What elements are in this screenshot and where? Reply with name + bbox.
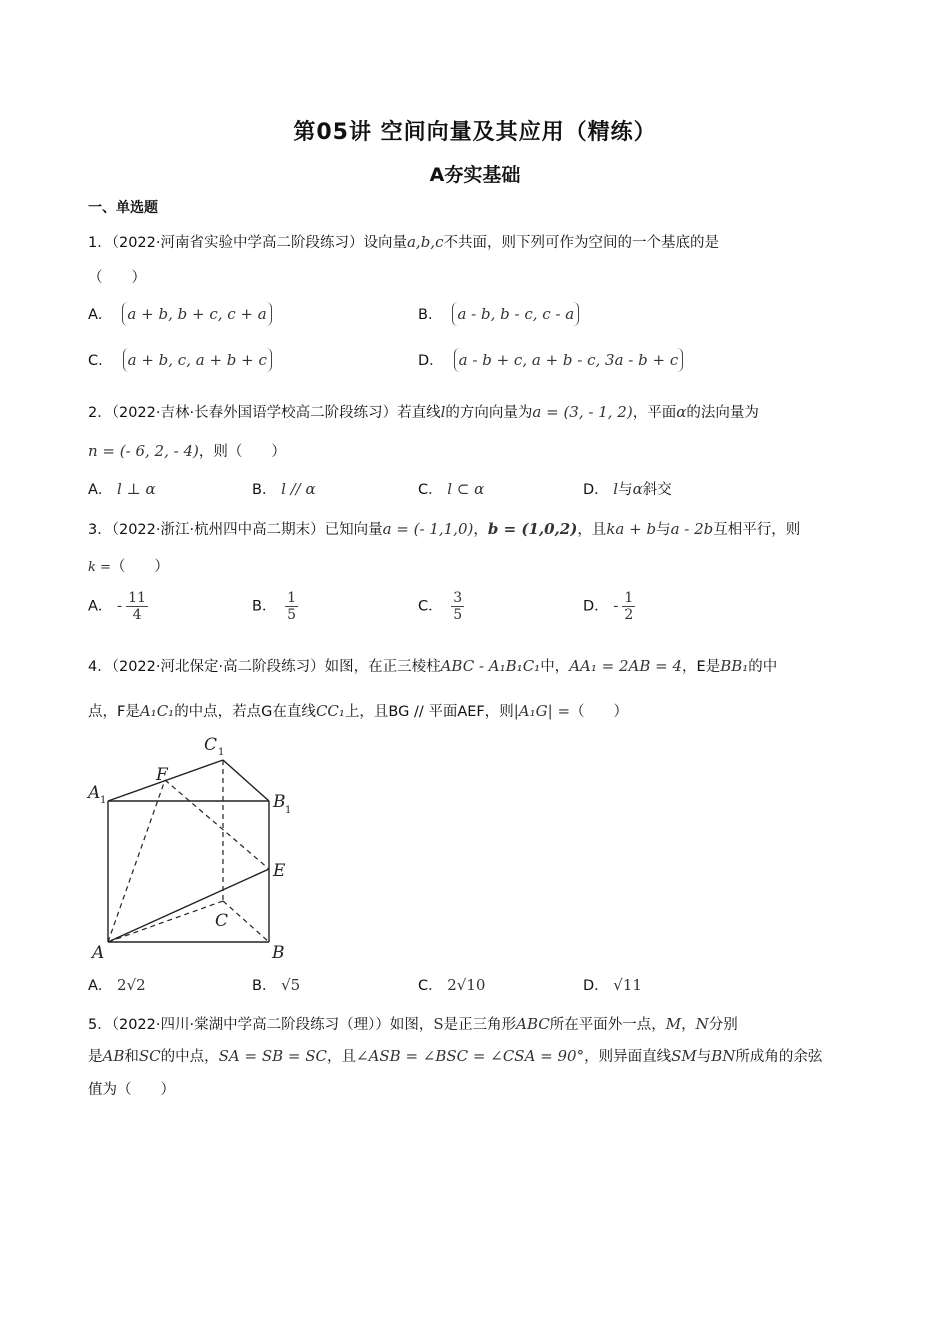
q5-line2-e: ，则异面直线 [584, 1049, 672, 1065]
q4-option-a [88, 974, 146, 995]
q3-option-a-sign: - [117, 596, 123, 615]
q3-option-d-num: 1 [624, 590, 634, 606]
q2-option-d-alpha: α [632, 480, 643, 498]
q1-option-c-label: C． [88, 353, 113, 369]
q4-line2-a: 点，F是 [88, 704, 140, 720]
q3-text-c: 与 [656, 522, 671, 538]
label-a1-sub: 1 [100, 795, 107, 806]
q5-line2-a: 是 [88, 1049, 103, 1065]
label-c1: C [204, 735, 218, 755]
q4-option-c [418, 974, 485, 995]
q5-stem [88, 1013, 738, 1034]
q2-option-a [88, 478, 156, 499]
q1-text-b: 不共面，则下列可作为空间的一个基底的是 [443, 235, 719, 251]
q5-line2-c: 的中点， [160, 1049, 219, 1065]
q2-option-b-math: l // α [281, 480, 316, 498]
q3-option-b-fraction [285, 590, 298, 623]
q3-vector-a: a = (- 1,1,0) [382, 520, 474, 538]
q1-option-a-label: A． [88, 307, 113, 323]
q4-prism: ABC - A₁B₁C₁ [440, 657, 541, 675]
q2-option-d [583, 478, 672, 499]
q1-option-a [88, 302, 272, 326]
q1-option-c [88, 348, 272, 372]
q3-option-d [583, 590, 635, 623]
label-a: A [92, 943, 105, 963]
q2-vector-n: n = (- 6, 2, - 4) [88, 442, 199, 460]
q1-option-d [418, 348, 683, 372]
q4-option-a-math: 2√2 [117, 976, 146, 994]
label-b: B [272, 943, 285, 963]
q5-line2-d: ，且 [327, 1049, 356, 1065]
q2-stem [88, 401, 759, 422]
q5-eq2: ∠ASB = ∠BSC = ∠CSA = 90° [356, 1047, 585, 1065]
section-heading: 一、单选题 [88, 200, 158, 216]
q3-option-b [252, 590, 298, 623]
q2-text-d: 的法向量为 [686, 405, 759, 421]
q4-line2-b: 的中点，若点G在直线 [174, 704, 316, 720]
q5-ab: AB [102, 1047, 125, 1065]
q4-a1g: |A₁G| = [513, 702, 571, 720]
q3-expr1: ka + b [606, 520, 657, 538]
label-b1: B [273, 792, 286, 812]
q1-option-c-math: a + b, c, a + b + c [123, 348, 272, 372]
segment-fe-hidden [165, 780, 269, 869]
q2-option-a-math: l ⊥ α [117, 480, 156, 498]
q4-a1c1: A₁C₁ [139, 702, 175, 720]
q4-option-b [252, 974, 300, 995]
q2-option-d-label: D． [583, 482, 609, 498]
q5-eq1: SA = SB = SC [218, 1047, 327, 1065]
q5-m: M [665, 1015, 682, 1033]
label-c1-sub: 1 [218, 747, 225, 758]
q4-text-c: ，E是 [682, 659, 721, 675]
q5-s: S [433, 1015, 444, 1033]
q1-paren: （ ） [88, 270, 146, 286]
page-subtitle: A夯实基础 [429, 164, 521, 186]
q1-option-a-math: a + b, b + c, c + a [122, 302, 271, 326]
q4-text-b: 中， [540, 659, 570, 675]
q2-option-d-text: 与 [618, 482, 633, 498]
q3-option-c-fraction [451, 590, 464, 623]
q3-text-d: 互相平行，则 [713, 522, 801, 538]
q3-expr2: a - 2b [670, 520, 714, 538]
q2-vector-a: a = (3, - 1, 2) [532, 403, 633, 421]
q1-option-b-label: B． [418, 307, 443, 323]
q2-text-e: ，则（ ） [198, 444, 286, 460]
q5-n: N [695, 1015, 709, 1033]
q2-option-c-math: l ⊂ α [447, 480, 485, 498]
q2-option-d-l: l [613, 480, 619, 498]
q3-option-d-sign: - [613, 596, 619, 615]
q2-stem-line2 [88, 440, 286, 461]
q4-option-a-label: A． [88, 978, 113, 994]
q5-abc: ABC [516, 1015, 550, 1033]
q2-option-a-label: A． [88, 482, 113, 498]
q3-vector-b: b = (1,0,2) [487, 520, 578, 538]
q3-option-b-num: 1 [287, 590, 296, 606]
q3-option-a-fraction [126, 590, 148, 623]
prism-figure [86, 730, 306, 970]
q3-text: 3．（2022·浙江·杭州四中高二期末）已知向量 [88, 522, 383, 538]
q5-stem-line3: 值为（ ） [88, 1082, 175, 1098]
q4-stem [88, 655, 777, 676]
q3-k: k = [88, 560, 111, 575]
q2-text-c: ，平面 [632, 405, 677, 421]
q3-stem-line2 [88, 555, 169, 576]
q4-condition: AA₁ = 2AB = 4 [569, 657, 683, 675]
label-f: F [156, 765, 168, 785]
q3-option-c [418, 590, 464, 623]
q3-option-a [88, 590, 148, 623]
q5-line2-g: 所成角的余弦 [735, 1049, 823, 1065]
q3-option-d-label: D． [583, 598, 609, 615]
q1-stem [88, 231, 719, 252]
q3-option-c-den: 5 [453, 607, 463, 623]
q3-option-a-label: A． [88, 598, 113, 615]
q5-text-b: 是正三角形 [443, 1017, 517, 1033]
q2-option-d-text2: 斜交 [642, 482, 672, 498]
page-title: 第05讲 空间向量及其应用（精练） [293, 120, 657, 145]
q4-option-c-label: C． [418, 978, 443, 994]
q4-text-d: 的中 [748, 659, 778, 675]
edge-ac-hidden [108, 901, 223, 942]
q3-option-a-den: 4 [132, 607, 142, 623]
q3-option-c-num: 3 [453, 590, 463, 606]
q4-text: 4．（2022·河北保定·高二阶段练习）如图，在正三棱柱 [88, 659, 441, 675]
q4-bb1: BB₁ [720, 657, 749, 675]
q2-option-b [252, 478, 316, 499]
q2-text: 2．（2022·吉林·长春外国语学校高二阶段练习）若直线 [88, 405, 441, 421]
q3-option-a-num: 11 [128, 590, 146, 606]
q4-option-d-math: √11 [613, 976, 642, 994]
q3-option-b-den: 5 [287, 607, 296, 623]
q5-text-c: 所在平面外一点， [549, 1017, 666, 1033]
q2-option-c [418, 478, 484, 499]
q2-option-c-label: C． [418, 482, 443, 498]
q4-line2-c: 上，且BG // 平面AEF，则 [344, 704, 514, 720]
label-e: E [273, 861, 286, 881]
q3-option-d-den: 2 [624, 607, 634, 623]
q1-option-b-math: a - b, b - c, c - a [452, 302, 579, 326]
q3-option-d-fraction [622, 590, 635, 623]
q1-vars: a,b,c [406, 233, 444, 251]
label-c: C [215, 911, 229, 931]
edge-cb-hidden [223, 901, 269, 942]
q1-text: 1．（2022·河南省实验中学高二阶段练习）设向量 [88, 235, 407, 251]
q5-bn: BN [711, 1047, 736, 1065]
q2-option-b-label: B． [252, 482, 277, 498]
q3-option-c-label: C． [418, 598, 443, 615]
q3-paren: （ ） [110, 559, 169, 575]
q4-option-b-math: √5 [281, 976, 301, 994]
q4-option-c-math: 2√10 [447, 976, 486, 994]
q3-stem: 3．（2022·浙江·杭州四中高二期末）已知向量a = (- 1,1,0)，b = (1,0,2)，且ka + b与a - 2b互相平行，则 [88, 520, 801, 538]
q1-option-d-label: D． [418, 353, 444, 369]
q3-option-b-label: B． [252, 598, 277, 615]
q5-text: 5．（2022·四川·棠湖中学高二阶段练习（理））如图， [88, 1017, 434, 1033]
q5-text-d: 分别 [708, 1017, 738, 1033]
label-b1-sub: 1 [285, 805, 292, 816]
q5-sep: ， [681, 1017, 696, 1033]
q4-option-d [583, 974, 642, 995]
q5-line2-f: 与 [696, 1049, 712, 1065]
q1-option-b [418, 302, 579, 326]
q5-sm: SM [671, 1047, 697, 1065]
q4-option-b-label: B． [252, 978, 277, 994]
edge-c1b1 [223, 760, 269, 801]
label-a1: A [88, 783, 101, 803]
q5-stem-line2 [88, 1045, 822, 1066]
q5-sc: SC [138, 1047, 161, 1065]
q4-option-d-label: D． [583, 978, 609, 994]
q1-option-d-math: a - b + c, a + b - c, 3a - b + c [454, 348, 684, 372]
q5-line2-b: 和 [124, 1049, 139, 1065]
q3-text-b: ，且 [577, 522, 607, 538]
q4-paren: （ ） [570, 704, 629, 720]
q2-l: l [440, 403, 446, 421]
q4-cc1: CC₁ [315, 702, 345, 720]
q2-text-b: 的方向向量为 [445, 405, 533, 421]
segment-af-hidden [108, 780, 165, 942]
q2-alpha: α [676, 403, 687, 421]
q4-stem-line2 [88, 700, 628, 721]
segment-ae [108, 869, 269, 942]
